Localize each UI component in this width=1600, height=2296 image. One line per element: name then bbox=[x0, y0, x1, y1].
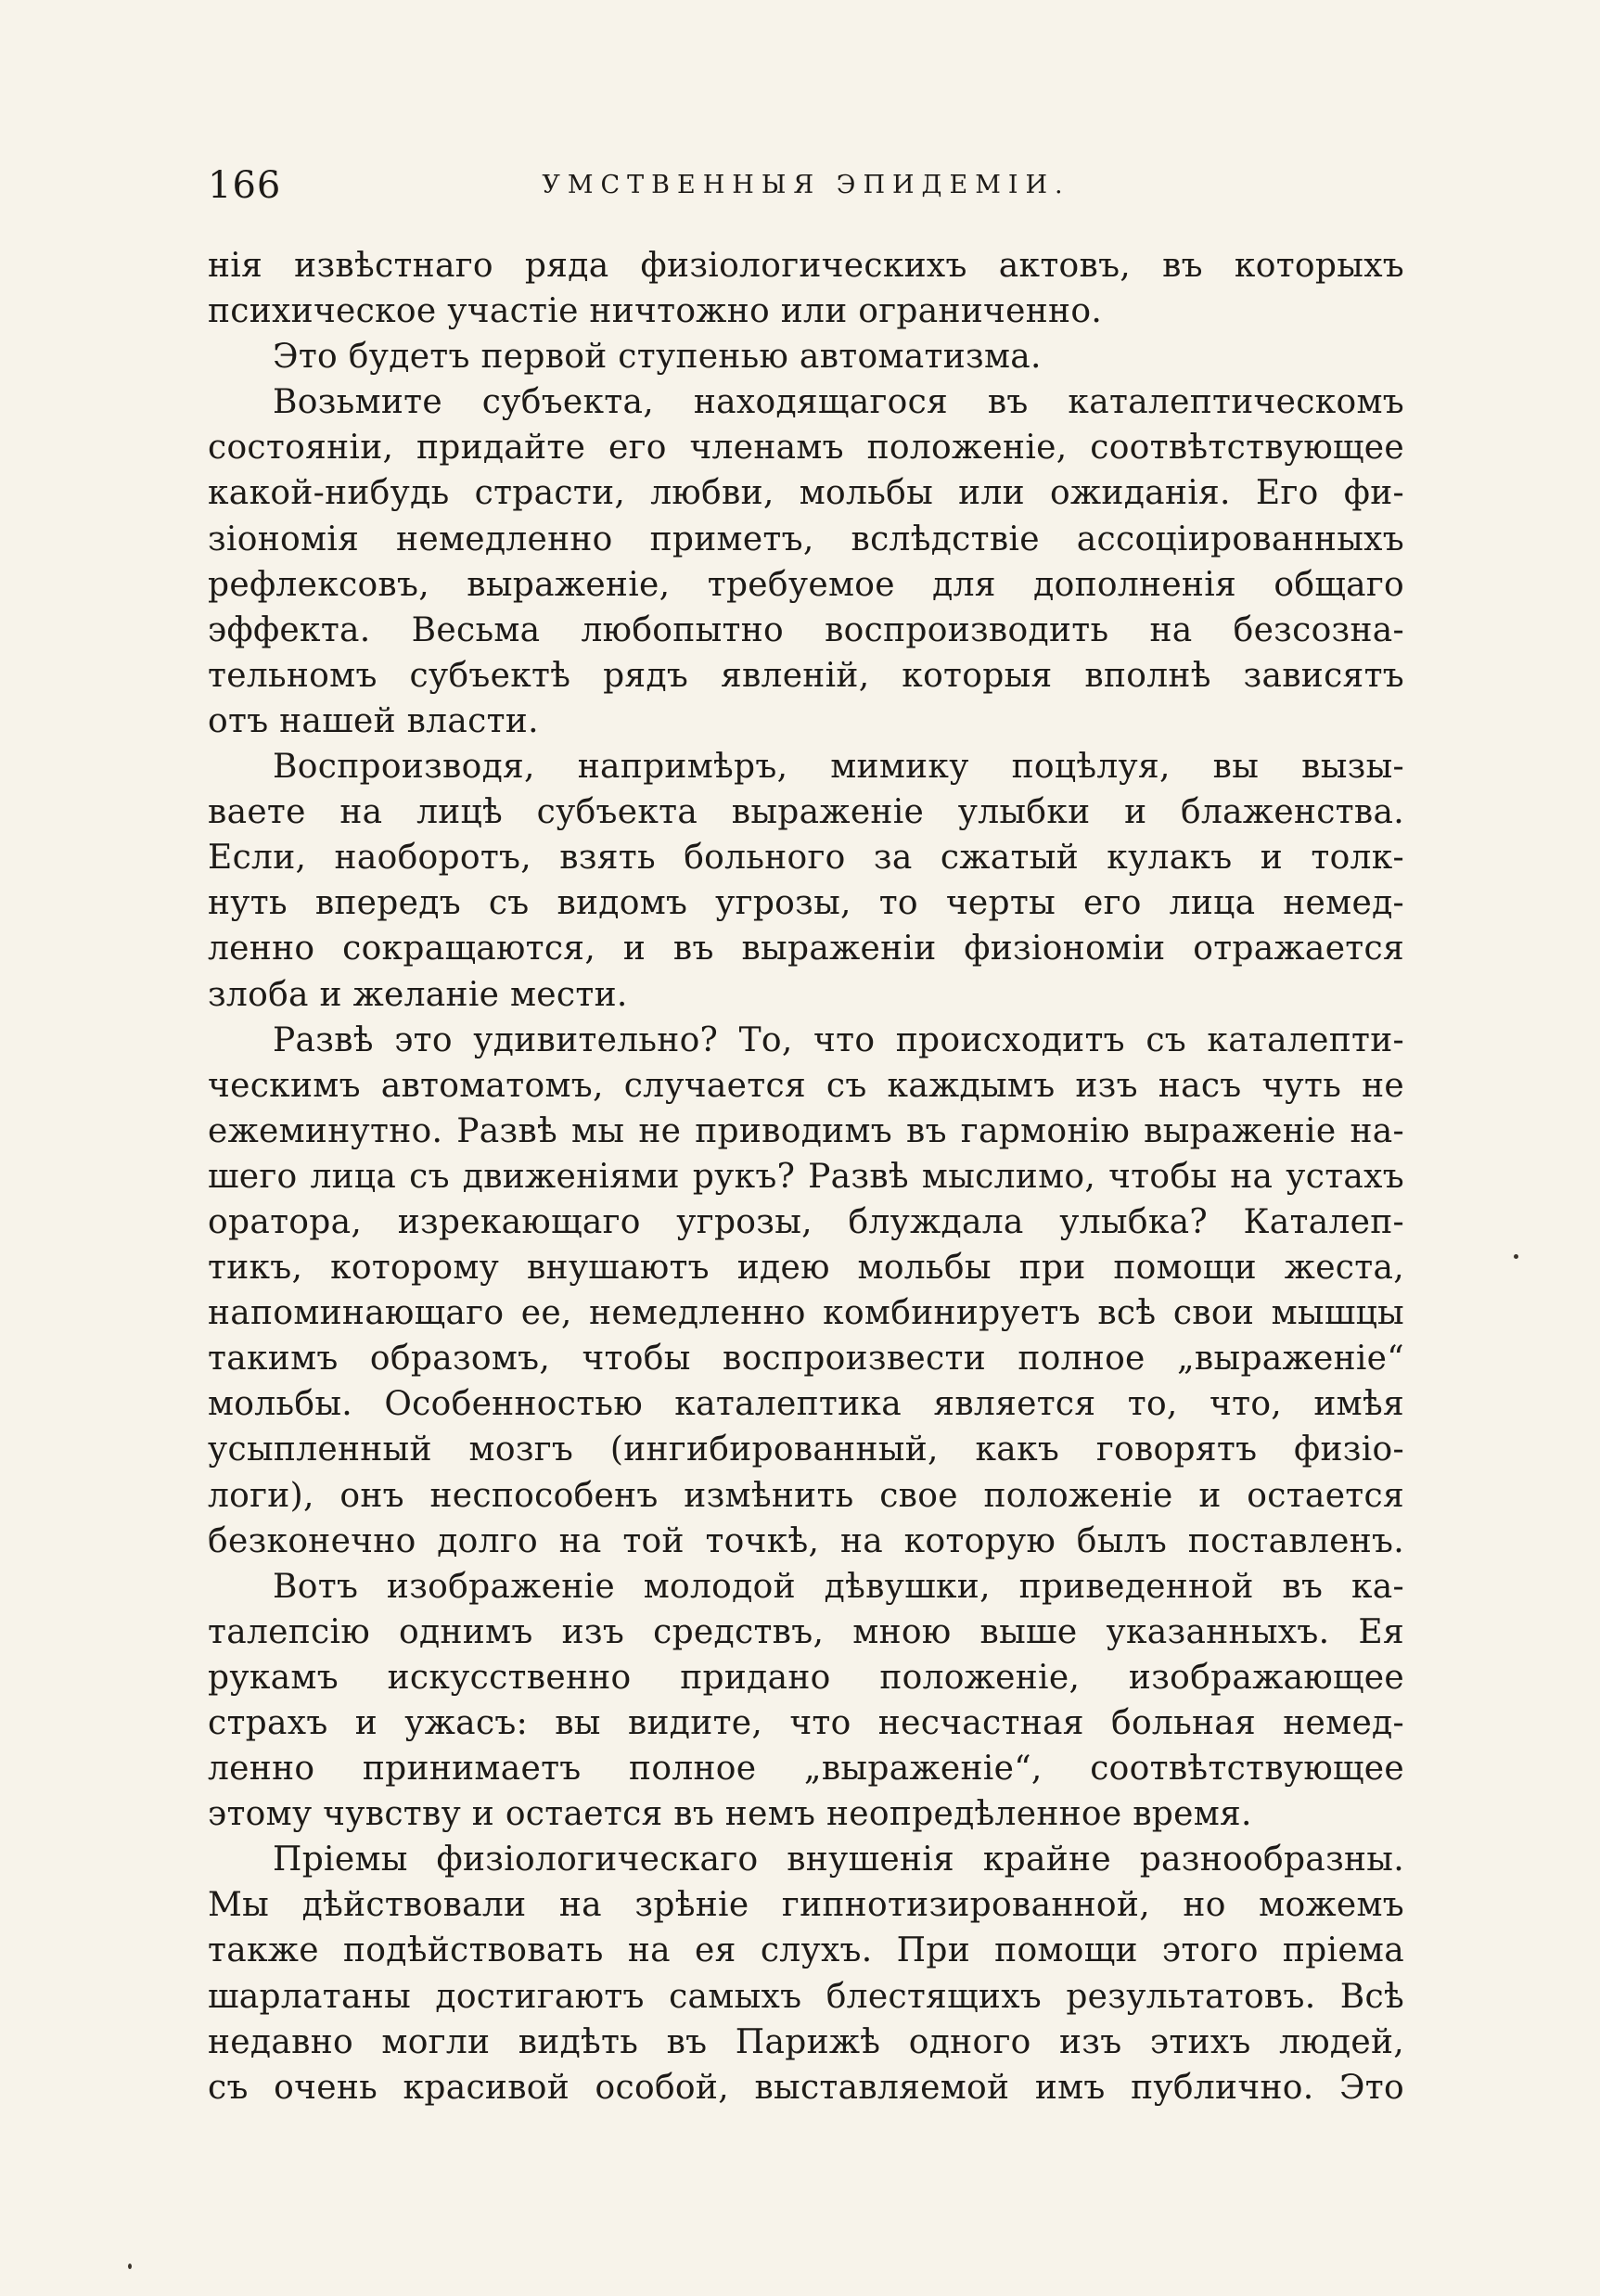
text-line: ленно принимаетъ полное „выраженіе“, соотвѣтствующее bbox=[208, 1750, 1404, 1789]
text-line: состояніи, придайте его членамъ положеніе, соотвѣтствующее bbox=[208, 429, 1404, 468]
running-title: УМСТВЕННЫЯ ЭПИДЕМІИ. bbox=[542, 171, 1070, 199]
text-line: шарлатаны достигаютъ самыхъ блестящихъ результатовъ. Всѣ bbox=[208, 1977, 1404, 2016]
text-line: Вотъ изображеніе молодой дѣвушки, приведенной въ ка- bbox=[273, 1567, 1404, 1606]
text-line: нуть впередъ съ видомъ угрозы, то черты его лица немед- bbox=[208, 884, 1404, 923]
text-line: Это будетъ первой ступенью автоматизма. bbox=[273, 338, 1042, 377]
text-line: Если, наоборотъ, взять больного за сжатый кулакъ и толк- bbox=[208, 839, 1404, 878]
text-line: тельномъ субъектѣ рядъ явленій, которыя вполнѣ зависятъ bbox=[208, 656, 1404, 695]
text-line: рукамъ искусственно придано положеніе, изображающее bbox=[208, 1658, 1404, 1697]
text-line: страхъ и ужасъ: вы видите, что несчастная больная немед- bbox=[208, 1704, 1404, 1742]
text-line: ленно сокращаются, и въ выраженіи физіономіи отражается bbox=[208, 930, 1404, 968]
text-line: Воспроизводя, напримѣръ, мимику поцѣлуя, вы вызы- bbox=[273, 748, 1404, 787]
text-line: также подѣйствовать на ея слухъ. При помощи этого пріема bbox=[208, 1931, 1404, 1970]
page-number: 166 bbox=[208, 164, 282, 207]
text-line: Пріемы физіологическаго внушенія крайне разнообразны. bbox=[273, 1841, 1404, 1879]
text-line: ческимъ автоматомъ, случается съ каждымъ изъ насъ чуть не bbox=[208, 1066, 1404, 1105]
text-line: Мы дѣйствовали на зрѣніе гипнотизированной, но можемъ bbox=[208, 1886, 1404, 1925]
page-body-text bbox=[208, 243, 1404, 2110]
text-line: ваете на лицѣ субъекта выраженіе улыбки и блаженства. bbox=[208, 793, 1404, 832]
text-line: злоба и желаніе мести. bbox=[208, 975, 628, 1014]
text-line: Возьмите субъекта, находящагося въ каталептическомъ bbox=[273, 383, 1404, 422]
text-line: нія извѣстнаго ряда физіологическихъ актовъ, въ которыхъ bbox=[208, 247, 1404, 285]
text-line: мольбы. Особенностью каталептика является то, что, имѣя bbox=[208, 1385, 1404, 1424]
text-line: тикъ, которому внушаютъ идею мольбы при помощи жеста, bbox=[208, 1249, 1404, 1288]
text-line: недавно могли видѣть въ Парижѣ одного изъ этихъ людей, bbox=[208, 2022, 1404, 2061]
text-line: эффекта. Весьма любопытно воспроизводить на безсозна- bbox=[208, 610, 1404, 649]
text-line: шего лица съ движеніями рукъ? Развѣ мыслимо, чтобы на устахъ bbox=[208, 1157, 1404, 1196]
text-line: зіономія немедленно приметъ, вслѣдствіе ассоціированныхъ bbox=[208, 519, 1404, 558]
text-line: талепсію однимъ изъ средствъ, мною выше указанныхъ. Ея bbox=[208, 1612, 1404, 1651]
text-line: напоминающаго ее, немедленно комбинируетъ всѣ свои мышцы bbox=[208, 1294, 1404, 1333]
text-line: безконечно долго на той точкѣ, на которую былъ поставленъ. bbox=[208, 1521, 1404, 1560]
text-line: Развѣ это удивительно? То, что происходитъ съ каталепти- bbox=[273, 1020, 1404, 1059]
text-line: усыпленный мозгъ (ингибированный, какъ говорятъ физіо- bbox=[208, 1430, 1404, 1469]
page-header bbox=[208, 160, 1404, 212]
text-line: отъ нашей власти. bbox=[208, 701, 539, 740]
text-line: съ очень красивой особой, выставляемой имъ публично. Это bbox=[208, 2068, 1404, 2107]
text-line: логи), онъ неспособенъ измѣнить свое положеніе и остается bbox=[208, 1476, 1404, 1515]
paper-speck bbox=[1514, 1254, 1518, 1259]
text-line: оратора, изрекающаго угрозы, блуждала улыбка? Каталеп- bbox=[208, 1202, 1404, 1241]
text-line: этому чувству и остается въ немъ неопредѣленное время. bbox=[208, 1795, 1252, 1834]
text-line: такимъ образомъ, чтобы воспроизвести полное „выраженіе“ bbox=[208, 1340, 1404, 1379]
text-line: ежеминутно. Развѣ мы не приводимъ въ гармонію выраженіе на- bbox=[208, 1111, 1404, 1150]
text-line: рефлексовъ, выраженіе, требуемое для дополненія общаго bbox=[208, 565, 1404, 604]
text-line: какой-нибудь страсти, любви, мольбы или ожиданія. Его фи- bbox=[208, 474, 1404, 513]
text-line: психическое участіе ничтожно или ограниченно. bbox=[208, 292, 1103, 331]
paper-speck bbox=[128, 2264, 132, 2269]
